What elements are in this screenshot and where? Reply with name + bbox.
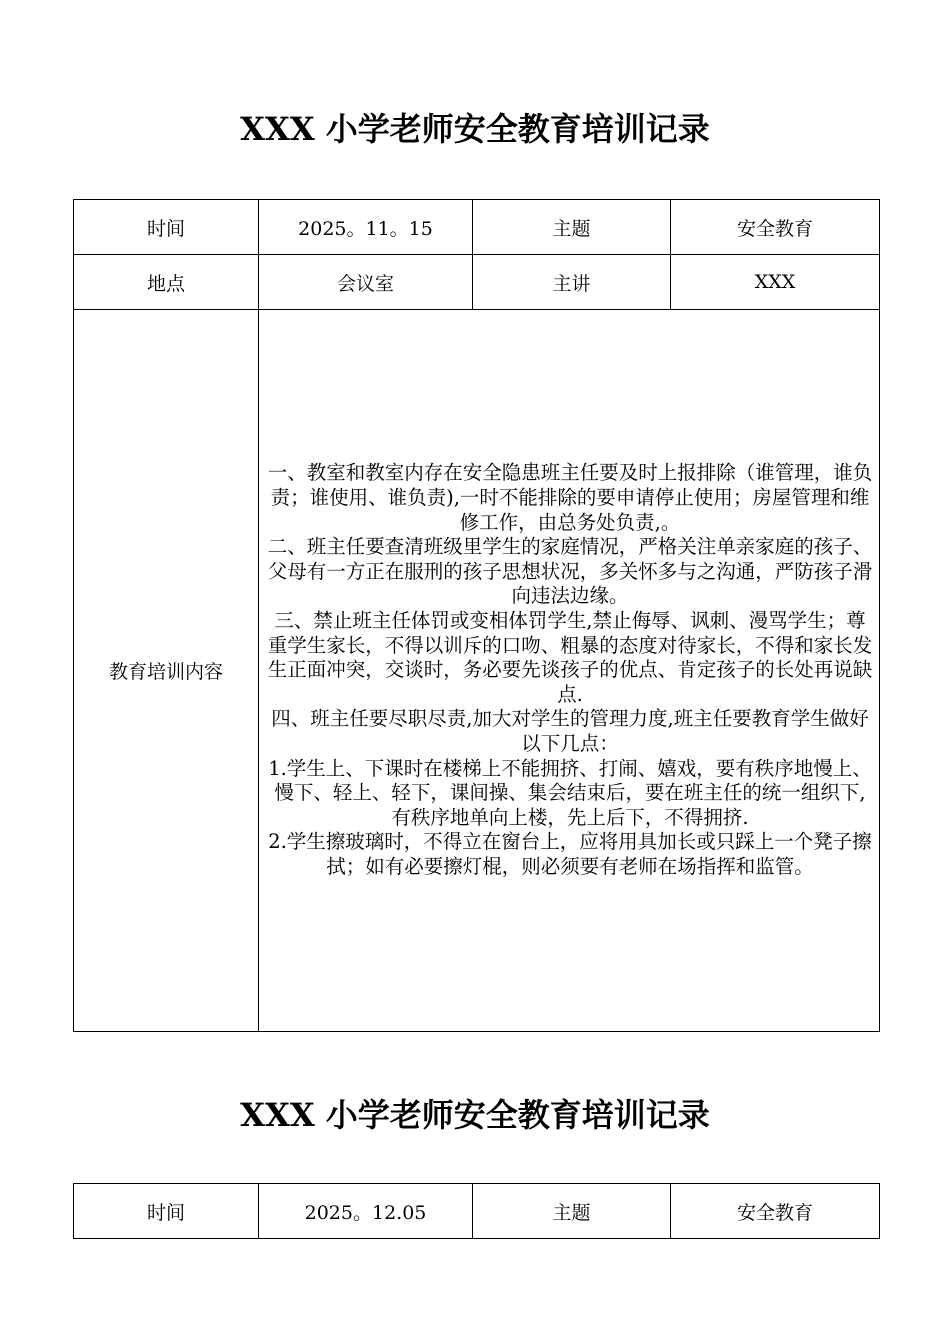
time-label: 时间 <box>74 200 259 255</box>
time-value: 2025。12.05 <box>259 1184 473 1239</box>
content-label: 教育培训内容 <box>74 310 259 1032</box>
place-label: 地点 <box>74 255 259 310</box>
content-paragraph: 1.学生上、下课时在楼梯上不能拥挤、打闹、嬉戏，要有秩序地慢上、慢下、轻上、轻下，课间操、集会结束后，要在班主任的统一组织下,有秩序地单向上楼，先上后下，不得拥挤. <box>268 756 872 829</box>
table-row <box>74 200 880 255</box>
content-paragraph: 三、禁止班主任体罚或变相体罚学生,禁止侮辱、讽刺、漫骂学生；尊重学生家长，不得以训斥的口吻、粗暴的态度对待家长，不得和家长发生正面冲突，交谈时，务必要先谈孩子的优点、肯定孩子的长处再说缺点. <box>267 609 873 706</box>
content-body <box>259 461 879 879</box>
topic-value: 安全教育 <box>671 200 880 255</box>
place-value: 会议室 <box>259 255 473 310</box>
speaker-label: 主讲 <box>473 255 671 310</box>
table-row <box>74 255 880 310</box>
content-paragraph: 二、班主任要查清班级里学生的家庭情况，严格关注单亲家庭的孩子、父母有一方正在服刑的孩子思想状况，多关怀多与之沟通，严防孩子滑向违法边缘。 <box>267 535 873 608</box>
record-table-1 <box>73 199 880 1032</box>
topic-label: 主题 <box>473 1184 671 1239</box>
content-paragraph: 四、班主任要尽职尽责,加大对学生的管理力度,班主任要教育学生做好以下几点： <box>271 707 869 755</box>
record-table-2 <box>73 1183 880 1239</box>
topic-label: 主题 <box>473 200 671 255</box>
content-cell <box>259 310 880 1032</box>
content-paragraph: 一、教室和教室内存在安全隐患班主任要及时上报排除（谁管理，谁负责；谁使用、谁负责),一时不能排除的要申请停止使用；房屋管理和维修工作，由总务处负责,。 <box>267 461 873 534</box>
time-value: 2025。11。15 <box>259 200 473 255</box>
topic-value: 安全教育 <box>671 1184 880 1239</box>
table-row <box>74 1184 880 1239</box>
page-title-2: XXX 小学老师安全教育培训记录 <box>240 1096 710 1134</box>
page-title: XXX 小学老师安全教育培训记录 <box>240 110 710 148</box>
content-paragraph: 2.学生擦玻璃时，不得立在窗台上，应将用具加长或只踩上一个凳子擦拭；如有必要擦灯棍，则必须要有老师在场指挥和监管。 <box>268 830 872 878</box>
table-row <box>74 310 880 1032</box>
speaker-value: XXX <box>671 255 880 310</box>
time-label: 时间 <box>74 1184 259 1239</box>
